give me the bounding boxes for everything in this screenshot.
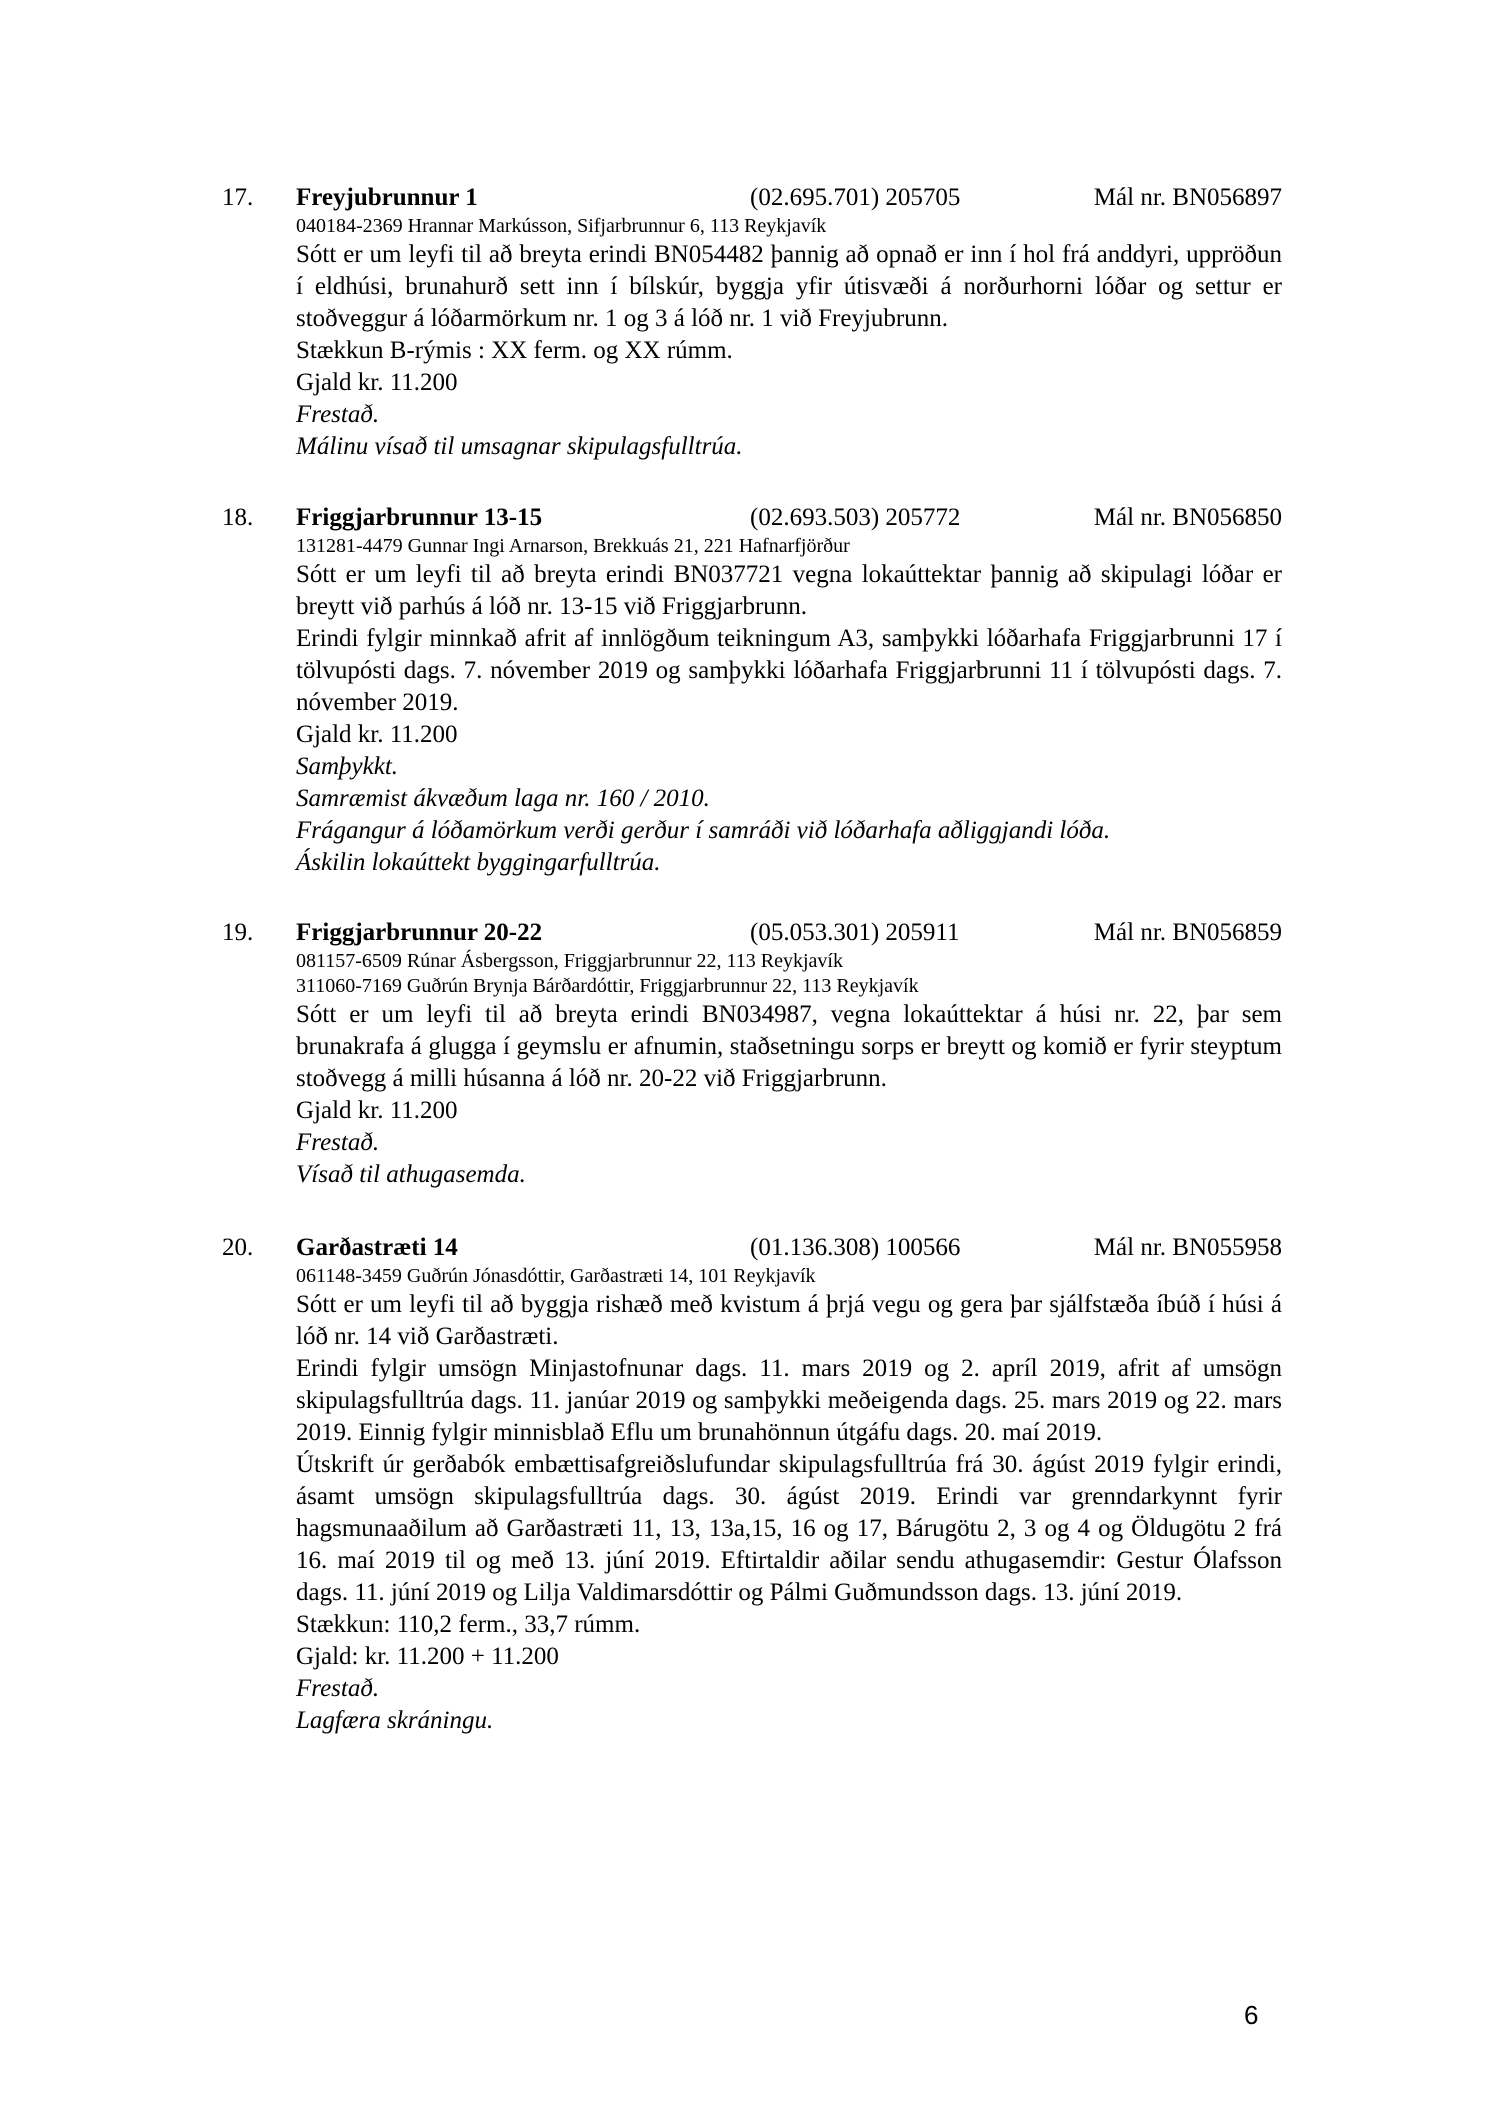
case-number: 18. xyxy=(222,504,254,531)
detail-line: Stækkun B-rýmis : XX ferm. og XX rúmm. xyxy=(296,337,733,364)
decision-note: Samræmist ákvæðum laga nr. 160 / 2010. xyxy=(296,785,710,812)
case-header xyxy=(222,502,1282,534)
application-text: Sótt er um leyfi til að breyta erindi BN034987, vegna lokaúttektar á húsi nr. 22, þar sem brunakrafa á glugga í geymslu er afnumin, staðsetningu sorps er breytt og komið er fyrir steyptum stoðvegg á milli húsanna á lóð nr. 20-22 við Friggjarbrunn. xyxy=(296,1001,1282,1092)
case-address: Garðastræti 14 xyxy=(296,1234,458,1261)
fee-line: Gjald kr. 11.200 xyxy=(296,369,458,396)
case-reference: Mál nr. BN056897 xyxy=(1093,184,1282,211)
case-number: 20. xyxy=(222,1234,254,1261)
owner-line: 131281-4479 Gunnar Ingi Arnarson, Brekkuás 21, 221 Hafnarfjörður xyxy=(296,535,850,557)
owner-line: 040184-2369 Hrannar Markússon, Sifjarbrunnur 6, 113 Reykjavík xyxy=(296,215,827,237)
land-number: (02.693.503) 205772 xyxy=(750,504,961,531)
attachments-text: Erindi fylgir minnkað afrit af innlögðum teikningum A3, samþykki lóðarhafa Friggjarbrunni 17 í tölvupósti dags. 7. nóvember 2019 og samþykki lóðarhafa Friggjarbrunni 11 í tölvupósti dags. 7. nóvember 2019. xyxy=(296,625,1282,716)
decision-note: Vísað til athugasemda. xyxy=(296,1161,526,1188)
attachments-text: Erindi fylgir umsögn Minjastofnunar dags. 11. mars 2019 og 2. apríl 2019, afrit af umsögn skipulagsfulltrúa dags. 11. janúar 2019 og samþykki meðeigenda dags. 25. mars 2019 og 22. mars 2019. Einnig fylgir minnisblað Eflu um brunahönnun útgáfu dags. 20. maí 2019. xyxy=(296,1355,1282,1446)
case-address: Friggjarbrunnur 13-15 xyxy=(296,504,543,531)
fee-line: Gjald kr. 11.200 xyxy=(296,1097,458,1124)
page-number: 6 xyxy=(1244,2000,1259,2030)
case-reference: Mál nr. BN056859 xyxy=(1093,919,1282,946)
minutes-text: Útskrift úr gerðabók embættisafgreiðslufundar skipulagsfulltrúa frá 30. ágúst 2019 fylgir erindi, ásamt umsögn skipulagsfulltrúa dags. 30. ágúst 2019. Erindi var grenndarkynnt fyrir hagsmunaaðilum að Garðastræti 11, 13, 13a,15, 16 og 17, Bárugötu 2, 3 og 4 og Öldugötu 2 frá 16. maí 2019 til og með 13. júní 2019. Eftirtaldir aðilar sendu athugasemdir: Gestur Ólafsson dags. 11. júní 2019 og Lilja Valdimarsdóttir og Pálmi Guðmundsson dags. 13. júní 2019. xyxy=(296,1451,1282,1606)
owner-line: 061148-3459 Guðrún Jónasdóttir, Garðastræti 14, 101 Reykjavík xyxy=(296,1265,816,1287)
case-address: Friggjarbrunnur 20-22 xyxy=(296,919,543,946)
decision-line: Samþykkt. xyxy=(296,753,399,780)
case-number: 19. xyxy=(222,919,254,946)
case-18 xyxy=(222,502,1282,879)
case-19 xyxy=(222,917,1282,1191)
owner-line: 311060-7169 Guðrún Brynja Bárðardóttir, Friggjarbrunnur 22, 113 Reykjavík xyxy=(296,975,919,997)
case-header xyxy=(222,1232,1282,1264)
case-header xyxy=(222,182,1282,214)
case-address: Freyjubrunnur 1 xyxy=(296,184,478,211)
decision-line: Frestað. xyxy=(296,401,380,428)
land-number: (02.695.701) 205705 xyxy=(750,184,961,211)
fee-line: Gjald kr. 11.200 xyxy=(296,721,458,748)
application-text: Sótt er um leyfi til að breyta erindi BN054482 þannig að opnað er inn í hol frá anddyri, uppröðun í eldhúsi, brunahurð sett inn í bílskúr, byggja yfir útisvæði á norðurhorni lóðar og settur er stoðveggur á lóðarmörkum nr. 1 og 3 á lóð nr. 1 við Freyjubrunn. xyxy=(296,241,1282,332)
decision-note: Lagfæra skráningu. xyxy=(296,1707,494,1734)
detail-line: Stækkun: 110,2 ferm., 33,7 rúmm. xyxy=(296,1611,641,1638)
decision-note: Áskilin lokaúttekt byggingarfulltrúa. xyxy=(296,849,661,876)
decision-note: Frágangur á lóðamörkum verði gerður í samráði við lóðarhafa aðliggjandi lóða. xyxy=(296,817,1111,844)
decision-line: Frestað. xyxy=(296,1675,380,1702)
case-17 xyxy=(222,182,1282,463)
application-text: Sótt er um leyfi til að byggja rishæð með kvistum á þrjá vegu og gera þar sjálfstæða íbúð í húsi á lóð nr. 14 við Garðastræti. xyxy=(296,1291,1282,1350)
case-header xyxy=(222,917,1282,949)
case-reference: Mál nr. BN056850 xyxy=(1093,504,1282,531)
fee-line: Gjald: kr. 11.200 + 11.200 xyxy=(296,1643,559,1670)
application-text: Sótt er um leyfi til að breyta erindi BN037721 vegna lokaúttektar þannig að skipulagi lóðar er breytt við parhús á lóð nr. 13-15 við Friggjarbrunn. xyxy=(296,561,1282,620)
case-number: 17. xyxy=(222,184,254,211)
decision-note: Málinu vísað til umsagnar skipulagsfulltrúa. xyxy=(296,433,743,460)
decision-line: Frestað. xyxy=(296,1129,380,1156)
owner-line: 081157-6509 Rúnar Ásbergsson, Friggjarbrunnur 22, 113 Reykjavík xyxy=(296,950,843,972)
land-number: (01.136.308) 100566 xyxy=(750,1234,961,1261)
land-number: (05.053.301) 205911 xyxy=(750,919,960,946)
case-reference: Mál nr. BN055958 xyxy=(1093,1234,1282,1261)
case-20 xyxy=(222,1232,1282,1737)
